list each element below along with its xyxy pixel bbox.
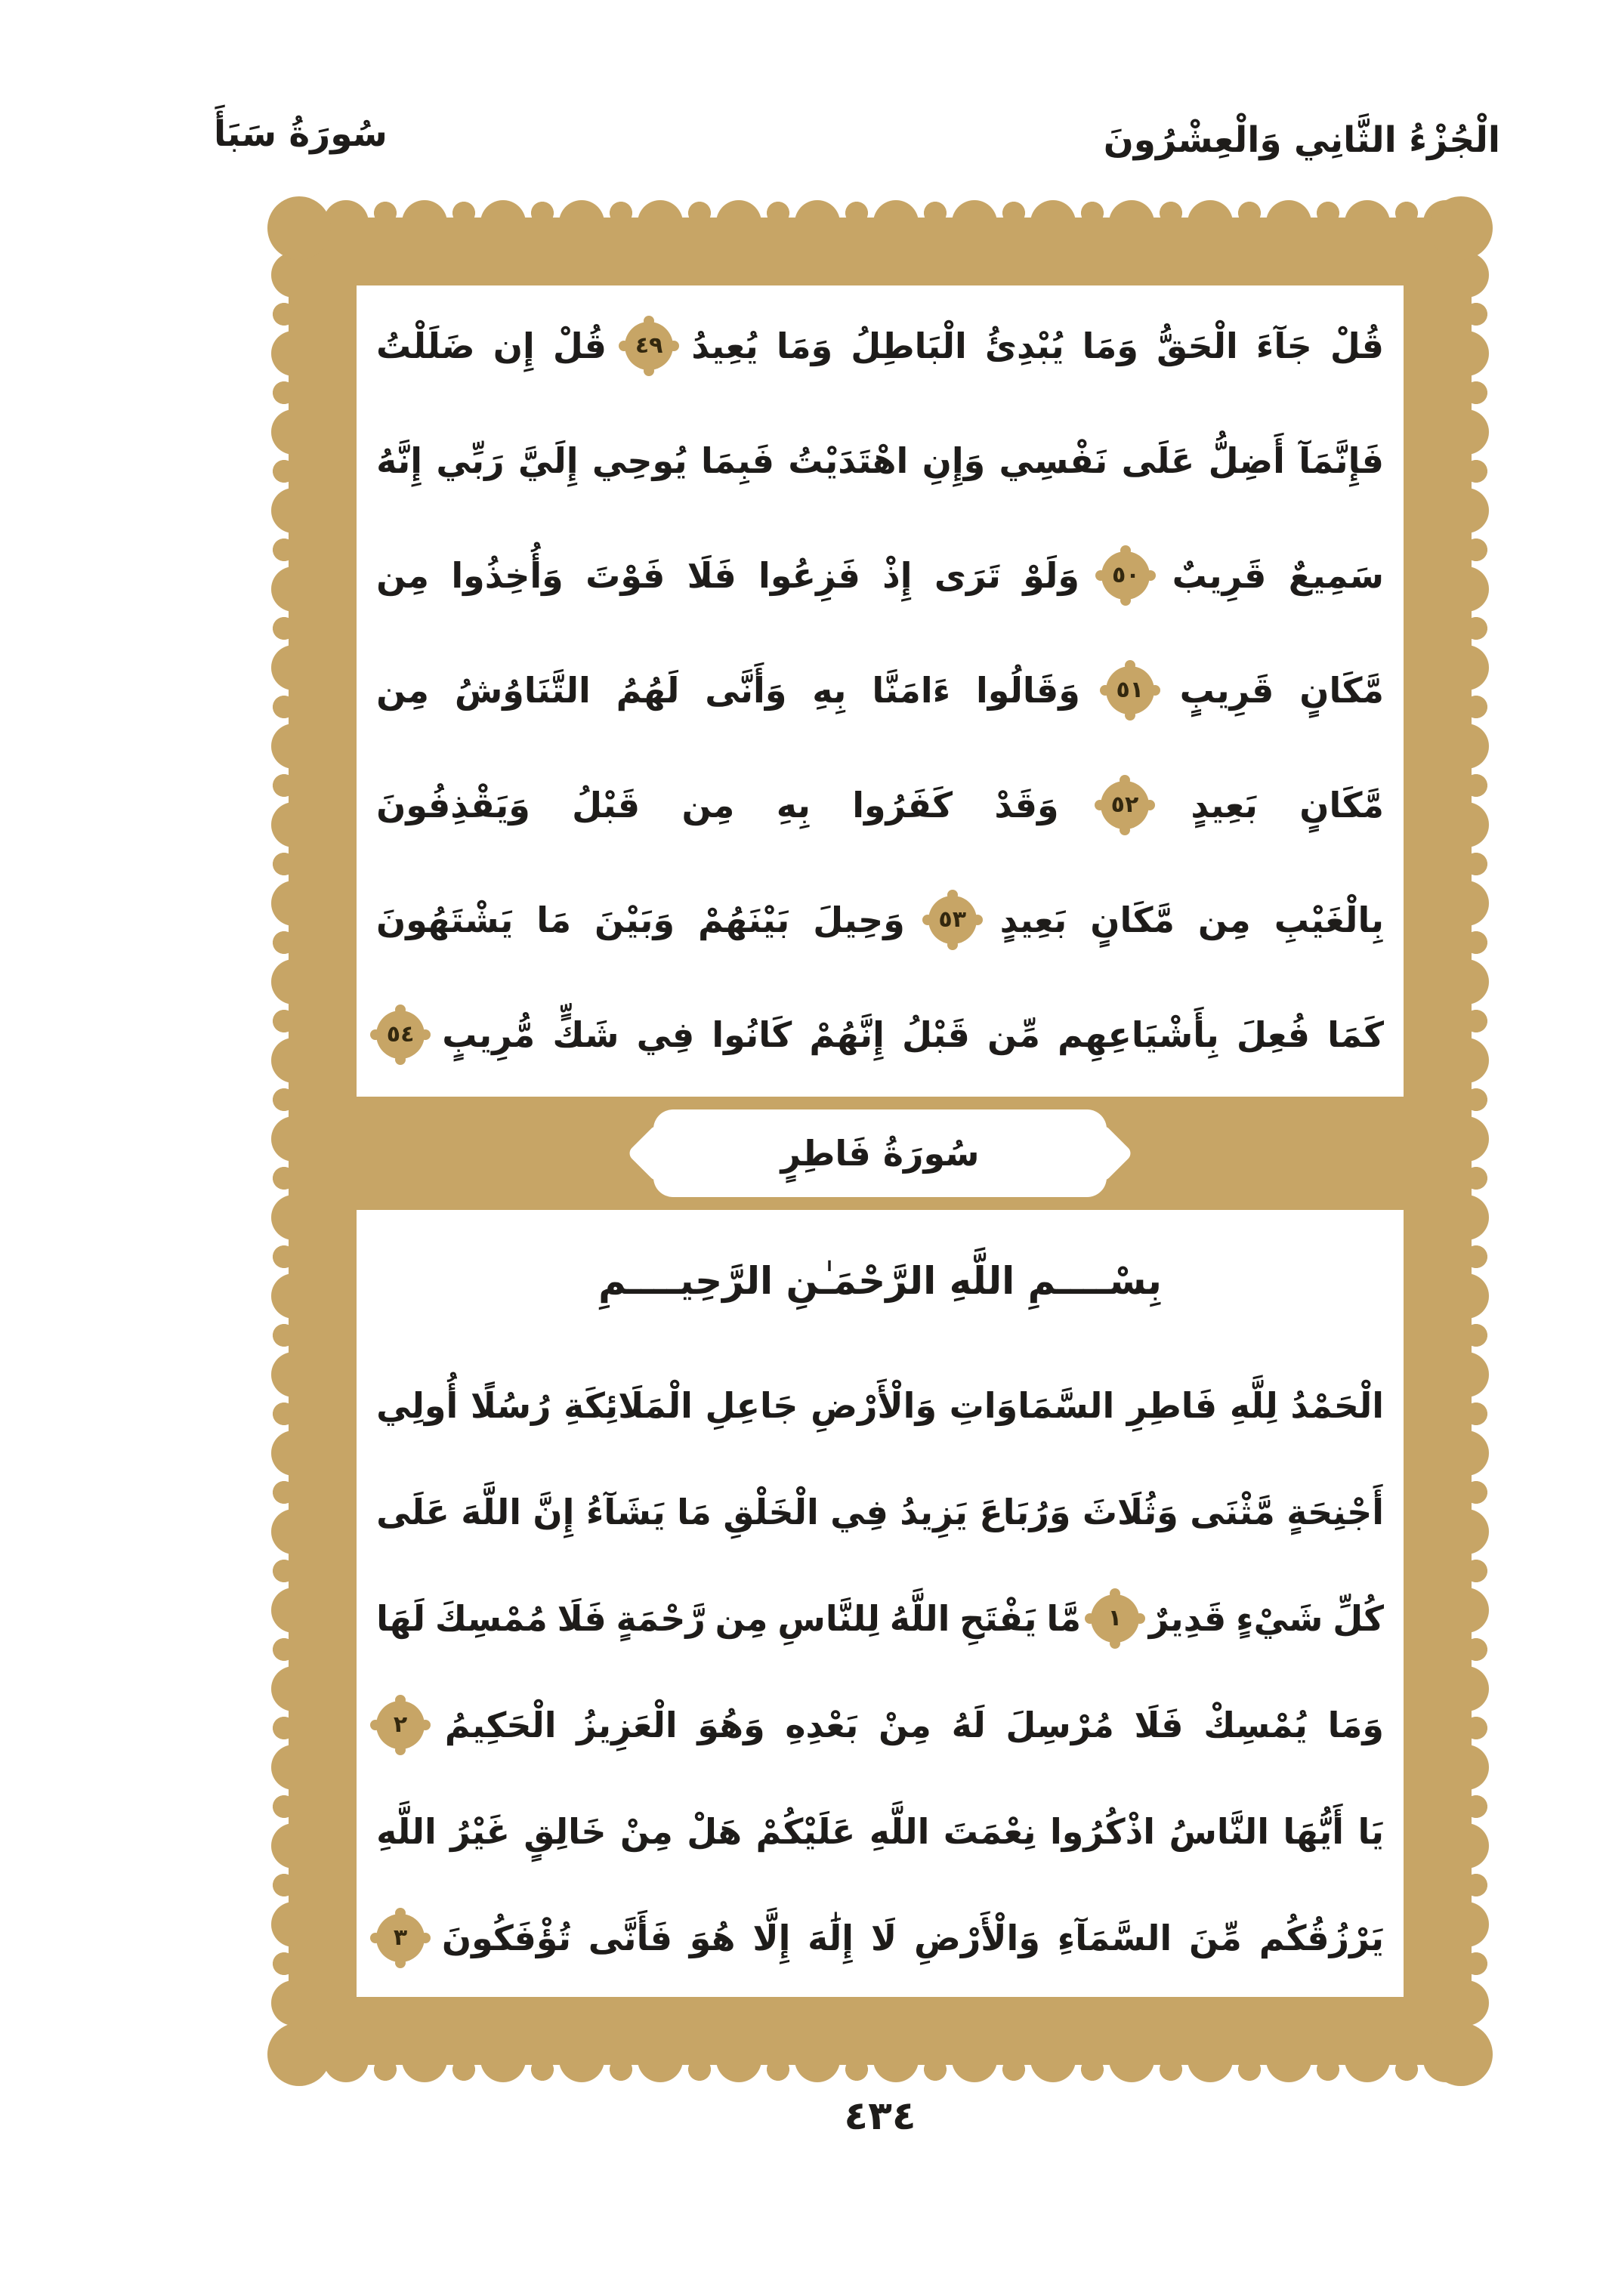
ayah-word: سَمِيعٌ [1288,555,1384,596]
ayah-word: إِنَّهُمْ [809,1014,885,1055]
quran-line [376,633,1384,748]
ayah-word: قَرِيبٌ [1172,555,1267,596]
quran-line [376,289,1384,403]
ayah-word: السَّمَاوَاتِ [949,1384,1115,1426]
ayah-word: خَالِقٍ [523,1810,607,1852]
ayah-word: الْحَمْدُ [1290,1384,1384,1426]
ayah-word: إِلَٰهَ [808,1917,854,1958]
frame-corner-ornament [267,196,331,260]
ayah-end-marker: ٢ [376,1701,425,1749]
ayah-word: كُلِّ [1333,1597,1384,1639]
ayah-word: بِأَشْيَاعِهِم [1058,1014,1219,1055]
ayah-word: فَلَا [687,555,737,596]
ayah-word: غَيْرُ [450,1810,510,1852]
ayah-word: وَالْأَرْضِ [811,1384,937,1426]
ayah-word: مُمْسِكَ [434,1597,548,1639]
quran-line [376,1671,1384,1778]
ayah-word: هَلْ [687,1810,743,1852]
ayah-word: أَضِلُّ [1208,440,1285,481]
ayah-end-marker: ٥٢ [1101,781,1149,829]
ayah-word: اللَّهُ [889,1597,950,1639]
ayah-word: فِي [830,1491,888,1532]
ayah-word: مِّن [987,1014,1040,1055]
ayah-word: أَجْنِحَةٍ [1286,1491,1384,1532]
ayah-word: كَمَا [1327,1014,1384,1055]
ayah-word: عَلَى [1121,440,1195,481]
ayah-word: مُرْسِلَ [1005,1704,1114,1745]
ayah-word: مَّثْنَى [1190,1491,1275,1532]
surah-title-band [357,1097,1404,1210]
ayah-word: نِعْمَتَ [943,1810,1036,1852]
ayah-word: الْخَلْقِ [723,1491,819,1532]
ayah-word: اذْكُرُوا [1049,1810,1156,1852]
ayah-word: الْمَلَائِكَةِ [564,1384,693,1426]
ayah-word: مَّكَانٍ [1299,785,1384,826]
ayah-word: فَلَا [557,1597,607,1639]
ayah-word: الْحَقُّ [1157,326,1238,366]
surah-title: سُورَةُ فَاطِرٍ [780,1133,980,1174]
ayah-word: فَإِنَّمَآ [1299,440,1384,481]
ayah-word: قَبْلُ [901,1014,970,1055]
ayah-word: مِن [715,1597,768,1639]
quran-line [376,977,1384,1092]
ayah-word: ضَلَلْتُ [376,326,475,366]
ayah-word: تَرَى [934,555,1001,596]
quran-line [376,518,1384,633]
quran-line [376,1884,1384,1991]
ayah-word: تُؤْفَكُونَ [441,1917,571,1958]
ayah-word: بِهِ [812,670,847,711]
ayah-word: هُوَ [689,1917,736,1958]
ayah-word: يَزِيدُ [900,1491,968,1532]
ayah-word: كَانُوا [712,1014,792,1055]
ayah-end-marker: ٥٣ [928,896,977,944]
frame-corner-ornament [267,2023,331,2086]
ayah-word: رُسُلًا [470,1384,551,1426]
ayah-word: وَإِنِ [922,440,986,481]
ayah-word: لَهَا [376,1597,426,1639]
ayah-word: شَكٍّ [552,1014,619,1055]
ayah-word: يَا [1357,1810,1384,1852]
ayah-end-marker: ٣ [376,1914,425,1962]
ayah-word: وَأُخِذُوا [451,555,564,596]
ayah-word: يُوحِي [591,440,687,481]
ayah-word: مَّا [1046,1597,1082,1639]
ayah-word: أَيُّهَا [1283,1810,1345,1852]
quran-line [376,748,1384,863]
ayah-word: مَّكَانٍ [1090,900,1175,940]
ayah-word: اهْتَدَيْتُ [788,440,909,481]
ayah-word: جَآءَ [1255,326,1312,366]
ayah-word: مِن [376,555,429,596]
ayah-word: مِن [376,670,429,711]
ayah-word: مَا [536,900,572,940]
ayah-word: أُولِي [376,1384,459,1426]
ayah-word: التَّنَاوُشُ [454,670,591,711]
quran-line [376,1778,1384,1884]
ayah-word: إِن [493,326,535,366]
ayah-word: فَلَا [1134,1704,1184,1745]
ayah-word: لَهُمُ [616,670,680,711]
ayah-word: فَاطِرِ [1126,1384,1218,1426]
ayah-word: يُمْسِكْ [1203,1704,1308,1745]
frame-scallop-bottom [307,2064,1453,2085]
quran-line [376,863,1384,977]
ayah-word: الْعَزِيزُ [576,1704,678,1745]
ayah-word: اللَّهِ [869,1810,930,1852]
ayah-word: لَهُ [951,1704,986,1745]
ayah-word: وَمَا [776,326,833,366]
ayah-word: فَبِمَا [700,440,774,481]
ayah-word: يَرْزُقُكُم [1259,1917,1384,1958]
ayah-word: كَفَرُوا [852,785,953,826]
ayah-word: وَرُبَاعَ [979,1491,1071,1532]
ayah-word: فِي [636,1014,695,1055]
ayah-word: لَا [870,1917,897,1958]
ayah-word: رَبِّي [436,440,505,481]
saba-verses-block [376,289,1384,1092]
ayah-word: إِلَّا [752,1917,791,1958]
ayah-word: قُلْ [552,326,607,366]
ayah-word: مِن [1197,900,1251,940]
ayah-word: مِنْ [879,1704,931,1745]
ayah-word: مَا [677,1491,712,1532]
page-number: ٤٣٤ [844,2094,916,2139]
ayah-word: رَّحْمَةٍ [616,1597,706,1639]
ayah-word: فُعِلَ [1236,1014,1311,1055]
decorative-frame [289,218,1472,2065]
quran-line [376,1565,1384,1671]
frame-corner-ornament [1429,2023,1493,2086]
surah-title-cartouche [653,1109,1107,1197]
quran-line [376,1352,1384,1458]
ayah-word: لِلنَّاسِ [777,1597,880,1639]
ayah-end-marker: ٥١ [1106,666,1154,714]
ayah-word: فَزِعُوا [758,555,860,596]
ayah-word: بَعْدِهِ [785,1704,859,1745]
ayah-word: وَمَا [1082,326,1139,366]
ayah-word: يَشَآءُ [585,1491,666,1532]
ayah-word: بَعِيدٍ [1191,785,1258,826]
fatir-verses-block [376,1352,1384,1991]
ayah-word: إِلَيَّ [517,440,579,481]
ayah-word: وَالْأَرْضِ [913,1917,1040,1958]
ayah-word: مَّكَانٍ [1299,670,1384,711]
ayah-word: بَيْنَهُمْ [697,900,790,940]
surah-name-running-header: سُورَةُ سَبَأَ [214,113,388,155]
frame-scallop-right [1471,236,1492,2047]
juz-running-header: الْجُزْءُ الثَّانِي وَالْعِشْرُونَ [1103,119,1500,161]
ayah-end-marker: ٥٠ [1101,551,1150,600]
ayah-word: السَّمَآءِ [1057,1917,1172,1958]
ayah-word: قَرِيبٍ [1179,670,1274,711]
ayah-end-marker: ٤٩ [625,322,673,370]
ayah-word: لِلَّهِ [1229,1384,1278,1426]
frame-corner-ornament [1429,196,1493,260]
text-panel [357,285,1404,1997]
basmala: بِسْــــمِ اللَّهِ الرَّحْمَـٰنِ الرَّحِيــــمِ [598,1259,1162,1303]
ayah-word: عَلَى [376,1491,449,1532]
ayah-word: الْبَاطِلُ [851,326,967,366]
frame-scallop-top [307,197,1453,218]
ayah-word: إِذْ [882,555,913,596]
ayah-word: الْحَكِيمُ [444,1704,557,1745]
ayah-word: بِهِ [776,785,811,826]
ayah-word: يُعِيدُ [691,326,758,366]
ayah-word: فَأَنَّى [588,1917,672,1958]
ayah-word: جَاعِلِ [705,1384,798,1426]
quran-line [376,1458,1384,1565]
ayah-word: وَثُلَاثَ [1082,1491,1178,1532]
ayah-word: يَشْتَهُونَ [376,900,514,940]
ayah-word: مِّنَ [1189,1917,1242,1958]
ayah-word: اللَّهِ [376,1810,437,1852]
frame-scallop-left [268,236,289,2047]
ayah-word: وَهُوَ [697,1704,765,1745]
ayah-word: وَأَنَّى [705,670,787,711]
ayah-word: نَفْسِي [999,440,1108,481]
ayah-word: ءَامَنَّا [872,670,951,711]
ayah-word: شَيْءٍ [1236,1597,1323,1639]
ayah-end-marker: ٥٤ [376,1011,425,1059]
ayah-word: وَبَيْنَ [595,900,675,940]
ayah-word: فَوْتَ [585,555,666,596]
ayah-word: مِن [681,785,735,826]
ayah-word: وَقَالُوا [976,670,1080,711]
ayah-word: عَلَيْكُمْ [755,1810,856,1852]
ayah-word: وَحِيلَ [813,900,905,940]
ayah-word: النَّاسُ [1169,1810,1270,1852]
ayah-word: يَفْتَحِ [959,1597,1037,1639]
ayah-end-marker: ١ [1091,1594,1139,1643]
ayah-word: اللَّهَ [461,1491,522,1532]
ayah-word: إِنَّ [533,1491,575,1532]
ayah-word: وَيَقْذِفُونَ [376,785,530,826]
ayah-word: يُبْدِئُ [984,326,1064,366]
ayah-word: قَدِيرٌ [1148,1597,1227,1639]
ayah-word: بَعِيدٍ [999,900,1067,940]
ayah-word: وَمَا [1327,1704,1384,1745]
ayah-word: مِنْ [619,1810,673,1852]
ayah-word: وَلَوْ [1023,555,1079,596]
ayah-word: قُلْ [1330,326,1384,366]
ayah-word: وَقَدْ [994,785,1059,826]
ayah-word: بِالْغَيْبِ [1274,900,1384,940]
ayah-word: قَبْلُ [572,785,641,826]
ayah-word: إِنَّهُ [376,440,422,481]
ayah-word: مُّرِيبٍ [442,1014,536,1055]
quran-line [376,403,1384,518]
